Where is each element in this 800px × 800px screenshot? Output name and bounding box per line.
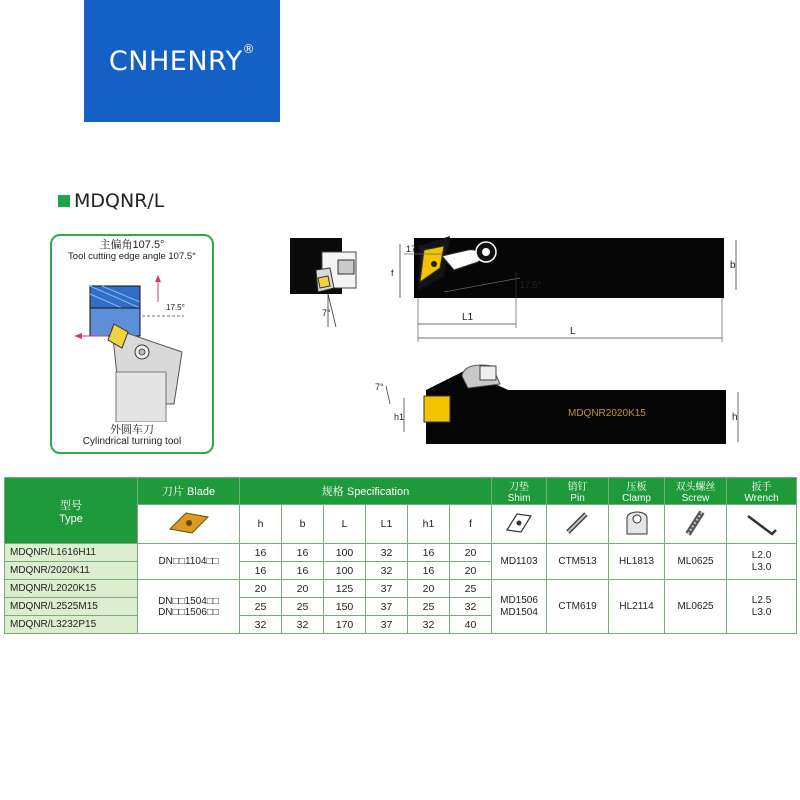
cell-h1: 16 <box>408 562 450 580</box>
row-type: MDQNR/L2525M15 <box>5 598 138 616</box>
series-heading <box>58 190 164 212</box>
shim-group-2: MD1506 MD1504 <box>492 580 547 634</box>
blade-group-2: DN□□1504□□ DN□□1506□□ <box>138 580 240 634</box>
cell-f: 40 <box>450 616 492 634</box>
clamp-icon <box>619 508 655 538</box>
row-type: MDQNR/L3232P15 <box>5 616 138 634</box>
end-clearance-angle: 7° <box>322 308 331 318</box>
screw-icon <box>678 508 714 538</box>
spec-col-f: f <box>450 505 492 544</box>
series-square-icon <box>58 195 70 207</box>
cell-b: 32 <box>282 616 324 634</box>
series-title: MDQNR/L <box>74 190 165 212</box>
dim-L1-label: L1 <box>462 312 474 323</box>
cell-L: 170 <box>324 616 366 634</box>
insert-side-view <box>424 396 450 422</box>
cell-f: 20 <box>450 544 492 562</box>
cell-h: 16 <box>240 544 282 562</box>
turning-diagram-icon <box>62 272 202 422</box>
wrench-image <box>727 505 797 544</box>
spec-col-h: h <box>240 505 282 544</box>
row-type: MDQNR/L2020K15 <box>5 580 138 598</box>
cell-L: 150 <box>324 598 366 616</box>
spec-col-L: L <box>324 505 366 544</box>
card-caption-cn: 外圆车刀 <box>110 424 154 436</box>
dim-L-label: L <box>570 326 576 337</box>
wrench-header: 扳手 Wrench <box>727 478 797 505</box>
clamp-group-1: HL1813 <box>609 544 665 580</box>
wrench-group-1: L2.0 L3.0 <box>727 544 797 580</box>
dim-h-label: h <box>732 412 738 423</box>
card-angle-label: 17.5° <box>166 303 185 312</box>
row-type: MDQNR/L1616H11 <box>5 544 138 562</box>
dim-h1-label: h1 <box>394 412 405 422</box>
cell-b: 16 <box>282 562 324 580</box>
cell-f: 32 <box>450 598 492 616</box>
screw-group-2: ML0625 <box>665 580 727 634</box>
tool-angle-card <box>50 234 214 454</box>
side-clearance-angle: 7° <box>375 382 384 392</box>
cell-h: 20 <box>240 580 282 598</box>
clamp-group-2: HL2114 <box>609 580 665 634</box>
dim-b-label: b <box>730 260 736 271</box>
cell-h1: 25 <box>408 598 450 616</box>
row-type: MDQNR/2020K11 <box>5 562 138 580</box>
pin-header: 销钉 Pin <box>547 478 609 505</box>
cell-L1: 32 <box>366 544 408 562</box>
end-view-drawing <box>284 232 374 342</box>
cell-h: 16 <box>240 562 282 580</box>
card-caption-en: Cylindrical turning tool <box>82 436 182 447</box>
pin-group-1: CTM513 <box>547 544 609 580</box>
cell-h1: 20 <box>408 580 450 598</box>
cell-b: 16 <box>282 544 324 562</box>
spec-col-b: b <box>282 505 324 544</box>
card-title-cn: 主偏角107.5° <box>99 239 165 251</box>
cell-L1: 37 <box>366 616 408 634</box>
dim-f-label: f <box>391 268 394 278</box>
wrench-icon <box>742 508 782 538</box>
cell-f: 25 <box>450 580 492 598</box>
screw-header: 双头螺丝 Screw <box>665 478 727 505</box>
blade-insert-icon <box>164 509 214 537</box>
pin-group-2: CTM619 <box>547 580 609 634</box>
clamp-image <box>609 505 665 544</box>
specification-table <box>4 477 797 634</box>
clamp-header: 压板 Clamp <box>609 478 665 505</box>
cell-h: 32 <box>240 616 282 634</box>
wrench-group-2: L2.5 L3.0 <box>727 580 797 634</box>
brand-logo <box>84 0 280 122</box>
blade-header: 刀片 Blade <box>138 478 240 505</box>
shim-group-1: MD1103 <box>492 544 547 580</box>
cell-L1: 32 <box>366 562 408 580</box>
top-view-drawing <box>384 232 764 350</box>
pin-image <box>547 505 609 544</box>
shim-image <box>492 505 547 544</box>
cell-b: 25 <box>282 598 324 616</box>
cell-h1: 16 <box>408 544 450 562</box>
screw-image <box>665 505 727 544</box>
cell-h1: 32 <box>408 616 450 634</box>
cell-h: 25 <box>240 598 282 616</box>
shim-header: 刀垫 Shim <box>492 478 547 505</box>
type-header: 型号 Type <box>5 478 138 544</box>
side-angle-label: 17.5° <box>520 280 542 290</box>
engraving-text: MDQNR2020K15 <box>568 408 646 419</box>
cell-L1: 37 <box>366 598 408 616</box>
cell-f: 20 <box>450 562 492 580</box>
pin-icon <box>560 508 596 538</box>
cell-L: 100 <box>324 562 366 580</box>
spec-col-h1: h1 <box>408 505 450 544</box>
card-title-en: Tool cutting edge angle 107.5° <box>68 251 196 262</box>
cell-L1: 37 <box>366 580 408 598</box>
shim-icon <box>501 508 537 538</box>
side-view-drawing <box>368 360 768 456</box>
cell-L: 100 <box>324 544 366 562</box>
blade-group-1: DN□□1104□□ <box>138 544 240 580</box>
blade-image <box>138 505 240 544</box>
cell-b: 20 <box>282 580 324 598</box>
spec-header: 规格 Specification <box>240 478 492 505</box>
spec-col-L1: L1 <box>366 505 408 544</box>
cell-L: 125 <box>324 580 366 598</box>
top-angle-label: 17.5° <box>406 244 428 254</box>
screw-group-1: ML0625 <box>665 544 727 580</box>
brand-name: CNHENRY® <box>108 41 256 77</box>
